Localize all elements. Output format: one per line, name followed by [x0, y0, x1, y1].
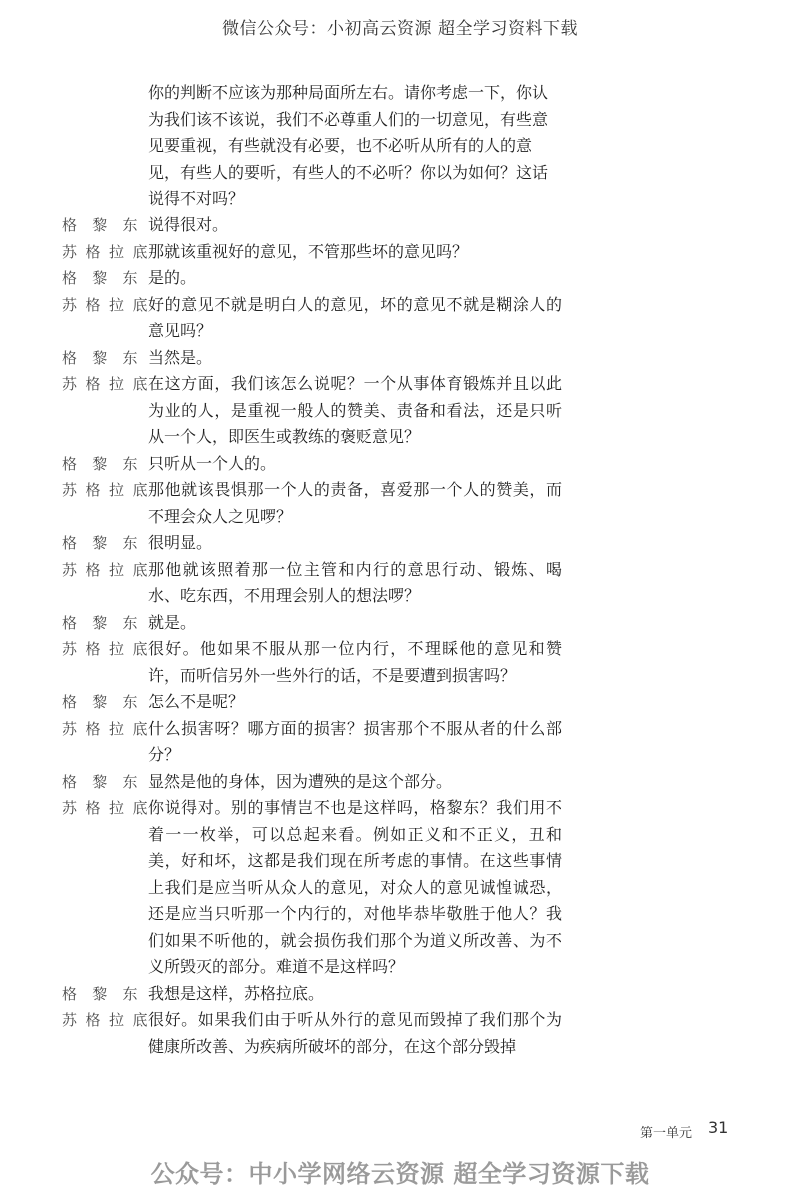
lead-text: 你的判断不应该为那种局面所左右。请你考虑一下，你认为我们该不该说，我们不必尊重人们的一切意见，有些意见要重视，有些就没有必要，也不必听从所有的人的意见，有些人的要听，有些人的不必听？你以为如何？这话说得不对吗？ [148, 83, 549, 208]
speaker-char: 格 [62, 348, 78, 367]
dialogue-turn [62, 239, 562, 266]
speaker-label [62, 530, 148, 557]
speaker-char: 格 [85, 799, 101, 817]
speaker-label [62, 292, 148, 345]
dialogue-line: 很好。如果我们由于听从外行的意见而毁掉了我们那个为健康所改善、为疾病所破坏的部分，在这个部分毁掉 [148, 1010, 562, 1056]
speaker-char: 苏 [62, 640, 78, 658]
dialogue-line: 就是。 [148, 612, 197, 632]
speaker-char: 苏 [62, 560, 78, 579]
dialogue-line: 只听从一个人的。 [148, 453, 277, 473]
speaker-char: 苏 [62, 1011, 78, 1029]
speaker-char: 底 [132, 719, 148, 738]
speaker-char: 格 [62, 454, 78, 473]
bottom-watermark: 公众号：中小学网络云资源 超全学习资源下载 [150, 1160, 650, 1188]
speaker-char: 黎 [92, 534, 108, 552]
dialogue-line: 我想是这样，苏格拉底。 [148, 983, 325, 1003]
footer-unit-label: 第一单元 [640, 1126, 693, 1141]
speaker-char: 东 [122, 348, 138, 367]
speaker-char: 东 [122, 693, 138, 711]
dialogue-line: 很明显。 [148, 533, 213, 552]
speaker-char: 底 [132, 242, 148, 261]
dialogue-line: 什么损害呀？哪方面的损害？损害那个不服从者的什么部分？ [148, 718, 562, 764]
speaker-char: 黎 [92, 693, 108, 711]
dialogue-turn [62, 345, 562, 372]
speaker-label [62, 689, 148, 716]
dialogue-line: 那他就该照着那一位主管和内行的意思行动、锻炼、喝水、吃东西，不用理会别人的想法啰？ [148, 559, 562, 605]
speaker-char: 格 [85, 375, 101, 393]
speaker-label [62, 795, 148, 981]
dialogue-turn [62, 795, 562, 981]
dialogue-turn [62, 292, 562, 345]
speaker-label [62, 636, 148, 689]
speaker-char: 东 [122, 534, 138, 552]
speaker-char: 东 [122, 613, 138, 632]
speaker-label [62, 477, 148, 530]
top-watermark: 微信公众号：小初高云资源 超全学习资料下载 [222, 19, 578, 39]
speaker-char: 拉 [108, 799, 125, 817]
dialogue-turn [62, 981, 562, 1008]
dialogue-turn [62, 265, 562, 292]
speaker-label [62, 981, 148, 1008]
speaker-char: 格 [85, 295, 101, 314]
dialogue-line: 怎么不是呢？ [148, 692, 245, 711]
dialogue-turn [62, 769, 562, 796]
dialogue-turn [62, 212, 562, 239]
speaker-label [62, 716, 148, 769]
speaker-char: 格 [85, 640, 101, 658]
speaker-char: 格 [85, 481, 101, 499]
dialogue-turn [62, 1007, 562, 1060]
speaker-char: 格 [62, 534, 78, 552]
page-number: 31 [708, 1118, 729, 1137]
speaker-char: 格 [85, 242, 101, 261]
speaker-char: 底 [132, 295, 148, 314]
speaker-char: 黎 [92, 984, 108, 1003]
dialogue-line: 说得很对。 [148, 215, 229, 234]
speaker-label [62, 769, 148, 796]
dialogue-turn [62, 530, 562, 557]
speaker-char: 东 [122, 454, 138, 473]
speaker-char: 格 [85, 1011, 101, 1029]
dialogue-turn [62, 716, 562, 769]
dialogue [62, 212, 562, 1060]
speaker-char: 格 [62, 984, 78, 1003]
speaker-char: 格 [62, 693, 78, 711]
speaker-char: 格 [62, 613, 78, 632]
speaker-char: 黎 [92, 216, 108, 234]
speaker-label [62, 1007, 148, 1060]
speaker-char: 苏 [62, 719, 78, 738]
dialogue-line: 在这方面，我们该怎么说呢？一个从事体育锻炼并且以此为业的人，是重视一般人的赞美、责备和看法，还是只听从一个人，即医生或教练的褒贬意见？ [148, 374, 562, 446]
speaker-char: 苏 [62, 799, 78, 817]
speaker-char: 苏 [62, 242, 78, 261]
dialogue-line: 好的意见不就是明白人的意见，坏的意见不就是糊涂人的意见吗？ [148, 294, 562, 340]
speaker-char: 拉 [108, 719, 125, 738]
speaker-char: 拉 [108, 295, 125, 314]
dialogue-line: 当然是。 [148, 347, 213, 367]
speaker-char: 东 [122, 216, 138, 234]
speaker-char: 拉 [108, 560, 125, 579]
speaker-char: 黎 [92, 613, 108, 632]
dialogue-turn [62, 477, 562, 530]
dialogue-turn [62, 689, 562, 716]
speaker-char: 底 [132, 1011, 148, 1029]
dialogue-line: 显然是他的身体，因为遭殃的是这个部分。 [148, 771, 453, 791]
speaker-char: 拉 [108, 242, 125, 261]
speaker-char: 拉 [108, 640, 125, 658]
speaker-label [62, 265, 148, 292]
dialogue-turn [62, 636, 562, 689]
speaker-label [62, 451, 148, 478]
speaker-char: 东 [122, 269, 138, 287]
dialogue-line: 你说得对。别的事情岂不也是这样吗，格黎东？我们用不着一一枚举，可以总起来看。例如正义和不正义，丑和美，好和坏，这都是我们现在所考虑的事情。在这些事情上我们是应当听从众人的意见，对众人的意见诚惶诚恐，还是应当只听那一个内行的，对他毕恭毕敬胜于他人？我们如果不听他的，就会损伤我们那个为道义所改善、为不义所毁灭的部分。难道不是这样吗？ [148, 798, 562, 976]
speaker-label [62, 557, 148, 610]
speaker-label [62, 345, 148, 372]
speaker-char: 拉 [108, 1011, 125, 1029]
speaker-char: 东 [122, 984, 138, 1003]
speaker-char: 底 [132, 640, 148, 658]
dialogue-line: 那就该重视好的意见，不管那些坏的意见吗？ [148, 241, 469, 261]
dialogue-line: 是的。 [148, 268, 197, 287]
speaker-char: 格 [85, 560, 101, 579]
speaker-label [62, 371, 148, 451]
speaker-char: 东 [122, 772, 138, 791]
speaker-char: 黎 [92, 772, 108, 791]
speaker-char: 格 [62, 216, 78, 234]
speaker-char: 拉 [108, 481, 125, 499]
speaker-char: 黎 [92, 269, 108, 287]
dialogue-turn [62, 610, 562, 637]
dialogue-turn [62, 371, 562, 451]
speaker-char: 拉 [108, 375, 125, 393]
dialogue-turn [62, 451, 562, 478]
speaker-char: 底 [132, 560, 148, 579]
speaker-char: 苏 [62, 481, 78, 499]
dialogue-line: 很好。他如果不服从那一位内行，不理睬他的意见和赞许，而听信另外一些外行的话，不是要遭到损害吗？ [148, 639, 562, 685]
speaker-label [62, 212, 148, 239]
dialogue-turn [62, 557, 562, 610]
lead-paragraph [148, 80, 560, 213]
dialogue-line: 那他就该畏惧那一个人的责备，喜爱那一个人的赞美，而不理会众人之见啰？ [148, 480, 562, 526]
speaker-char: 苏 [62, 375, 78, 393]
speaker-char: 底 [132, 481, 148, 499]
speaker-char: 黎 [92, 348, 108, 367]
speaker-label [62, 610, 148, 637]
speaker-char: 底 [132, 799, 148, 817]
speaker-char: 格 [85, 719, 101, 738]
speaker-char: 格 [62, 269, 78, 287]
speaker-char: 黎 [92, 454, 108, 473]
speaker-char: 底 [132, 375, 148, 393]
speaker-char: 苏 [62, 295, 78, 314]
speaker-label [62, 239, 148, 266]
speaker-char: 格 [62, 772, 78, 791]
